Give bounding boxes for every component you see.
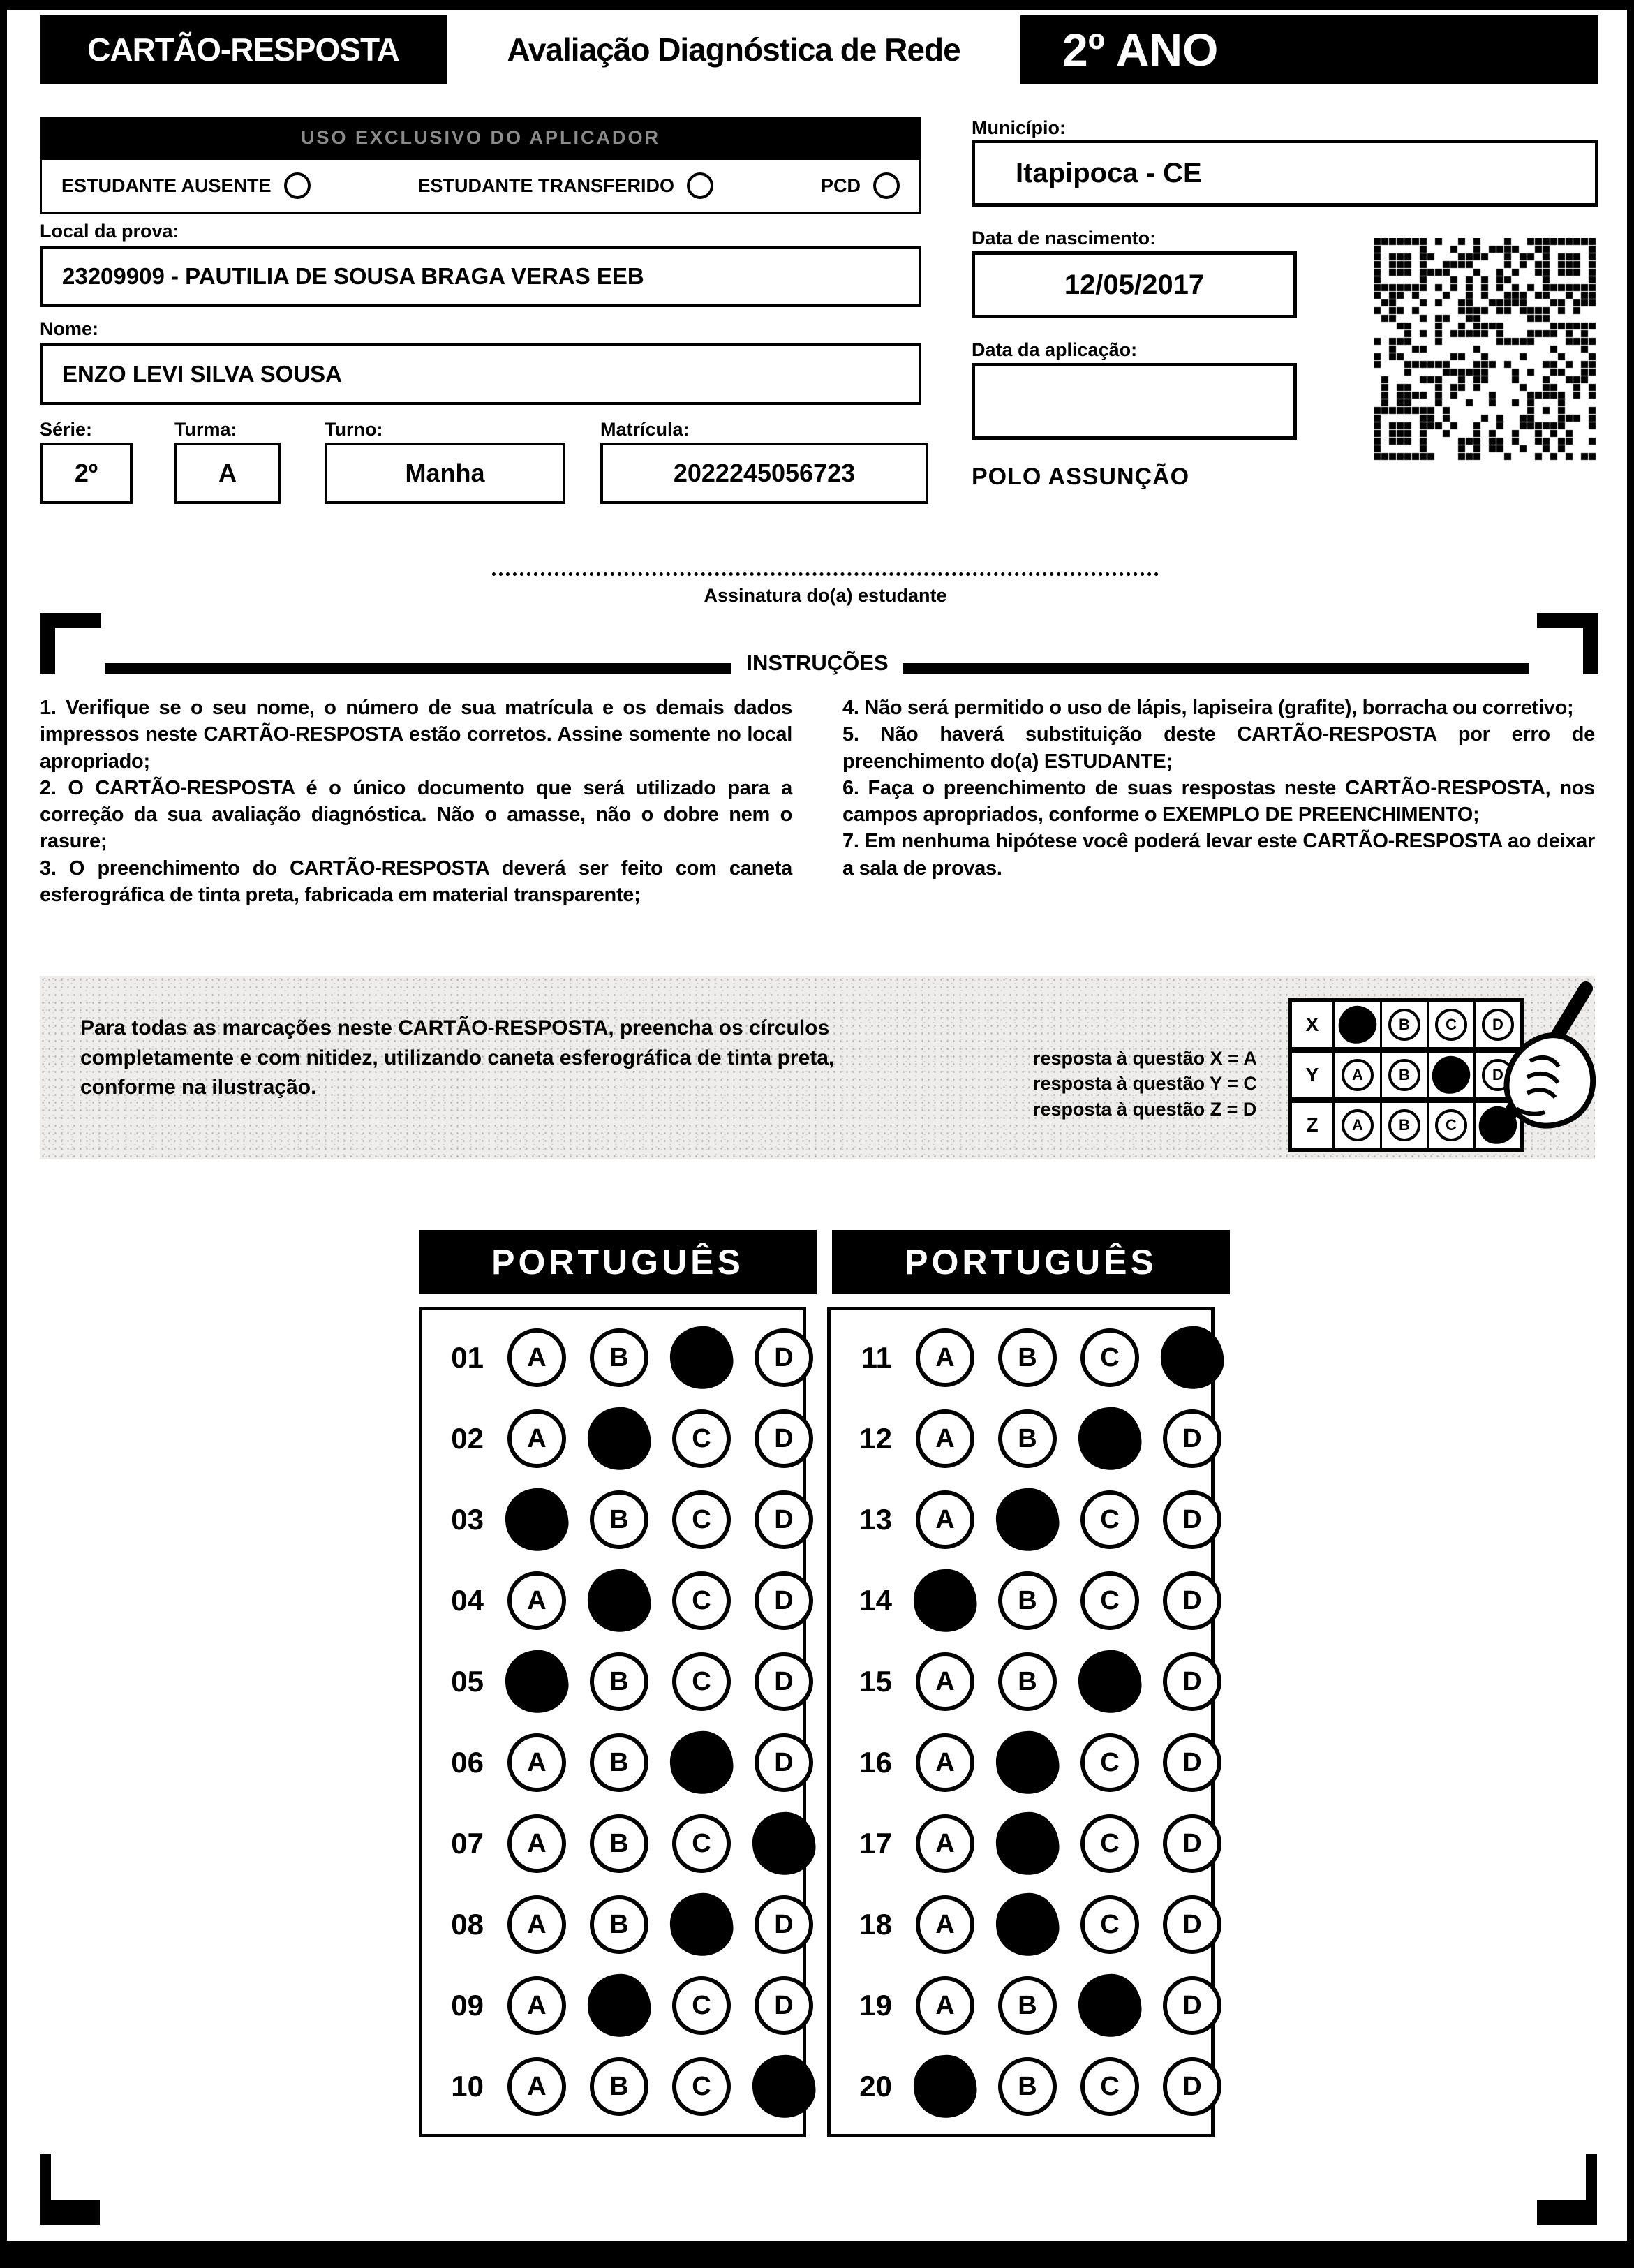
applicator-option-label: ESTUDANTE TRANSFERIDO [417, 175, 675, 196]
answer-bubble-05-a[interactable] [503, 1647, 572, 1717]
question-row [422, 1884, 803, 1965]
answer-bubble-13-d[interactable]: D [1163, 1490, 1221, 1549]
question-row [422, 1641, 803, 1722]
local-value-box: 23209909 - PAUTILIA DE SOUSA BRAGA VERAS EEB [40, 246, 921, 307]
answer-bubble-01-c[interactable] [667, 1324, 736, 1393]
example-option-cell [1380, 1053, 1427, 1097]
example-answer-key [1033, 1046, 1257, 1122]
instruction-item: 3. O preenchimento do CARTÃO-RESPOSTA deverá ser feito com caneta esferográfica de tinta preta, fabricada em material transparente; [40, 857, 792, 906]
question-row [831, 1722, 1211, 1803]
question-number: 20 [859, 2070, 892, 2103]
question-row [831, 2046, 1211, 2127]
answer-bubble-14-c[interactable]: C [1080, 1571, 1139, 1630]
nascimento-label: Data de nascimento: [972, 228, 1157, 249]
question-number: 17 [859, 1827, 892, 1860]
answer-bubble-09-a[interactable]: A [507, 1976, 566, 2035]
answer-bubble-02-a[interactable]: A [507, 1409, 566, 1468]
question-row [831, 1965, 1211, 2046]
serie-label: Série: [40, 419, 93, 440]
example-option-cell [1380, 1103, 1427, 1148]
example-row-label: Z [1292, 1103, 1335, 1148]
question-number: 05 [451, 1665, 484, 1698]
question-row [422, 1560, 803, 1641]
corner-mark [40, 613, 55, 674]
instructions-rule-right [903, 663, 1529, 674]
aplicacao-label: Data da aplicação: [972, 339, 1138, 360]
question-row [831, 1398, 1211, 1479]
question-row [831, 1560, 1211, 1641]
answer-bubble-04-c[interactable]: C [672, 1571, 731, 1630]
answer-bubble-15-c[interactable] [1076, 1647, 1145, 1717]
question-row [422, 2046, 803, 2127]
answer-bubble-13-c[interactable]: C [1080, 1490, 1139, 1549]
answer-bubble-11-b[interactable]: B [998, 1328, 1057, 1387]
applicator-circle[interactable] [284, 172, 311, 199]
hand-with-pen-icon [1424, 977, 1598, 1148]
municipio-label: Município: [972, 117, 1066, 138]
example-key-line: resposta à questão X = A [1033, 1048, 1257, 1069]
answer-bubble-08-a[interactable]: A [507, 1895, 566, 1954]
answer-bubble-17-b[interactable] [993, 1809, 1062, 1878]
answer-bubble-18-a[interactable]: A [916, 1895, 974, 1954]
example-option-cell [1335, 1053, 1380, 1097]
answer-bubble-07-c[interactable]: C [672, 1814, 731, 1873]
answer-bubble-10-d[interactable] [750, 2052, 819, 2121]
answer-bubble-05-b[interactable]: B [590, 1652, 648, 1711]
answer-bubble-09-b[interactable] [585, 1971, 654, 2040]
example-key-line: resposta à questão Y = C [1033, 1073, 1257, 1095]
corner-mark [1537, 2200, 1597, 2225]
municipio-value-box: Itapipoca - CE [972, 140, 1598, 207]
answer-bubble-12-a[interactable]: A [916, 1409, 974, 1468]
applicator-circle[interactable] [873, 172, 900, 199]
subject-header: PORTUGUÊS [832, 1230, 1230, 1294]
page-subtitle: Avaliação Diagnóstica de Rede [452, 15, 1015, 84]
question-row [422, 1317, 803, 1398]
question-row [831, 1803, 1211, 1884]
answer-bubble-07-a[interactable]: A [507, 1814, 566, 1873]
example-text: Para todas as marcações neste CARTÃO-RESPOSTA, preencha os círculos completamente e com nitidez, utilizando caneta esferográfica de tinta preta, conforme na ilustração. [80, 1016, 835, 1099]
example-bubble-a[interactable]: A [1342, 1059, 1374, 1091]
applicator-bar-label: USO EXCLUSIVO DO APLICADOR [300, 126, 661, 148]
answer-bubble-05-d[interactable]: D [755, 1652, 813, 1711]
question-number: 12 [859, 1422, 892, 1455]
answer-bubble-01-a[interactable]: A [507, 1328, 566, 1387]
turma-label: Turma: [174, 419, 237, 440]
instructions-column-left [40, 695, 792, 908]
instructions-column-right [842, 695, 1595, 882]
matricula-label: Matrícula: [600, 419, 690, 440]
qr-code-icon [1374, 238, 1596, 461]
answer-bubble-19-b[interactable]: B [998, 1976, 1057, 2035]
name-value-box: ENZO LEVI SILVA SOUSA [40, 343, 921, 405]
subject-header: PORTUGUÊS [419, 1230, 817, 1294]
applicator-option-label: PCD [820, 175, 861, 196]
example-key-line: resposta à questão Z = D [1033, 1098, 1257, 1120]
name-label: Nome: [40, 318, 99, 339]
applicator-option-label: ESTUDANTE AUSENTE [61, 175, 272, 196]
answer-bubble-13-a[interactable]: A [916, 1490, 974, 1549]
page-border-left [0, 0, 7, 2268]
answer-bubble-15-a[interactable]: A [916, 1652, 974, 1711]
example-bubble-d[interactable]: D [1482, 1059, 1514, 1091]
example-bubble-b[interactable]: B [1388, 1059, 1420, 1091]
question-number: 04 [451, 1584, 484, 1617]
question-number: 13 [859, 1503, 892, 1536]
answer-bubble-18-b[interactable] [993, 1890, 1062, 1959]
answer-bubble-04-d[interactable]: D [755, 1571, 813, 1630]
question-number: 07 [451, 1827, 484, 1860]
answer-bubble-20-c[interactable]: C [1080, 2057, 1139, 2116]
example-bubble-b[interactable]: B [1388, 1109, 1420, 1141]
example-bubble-d[interactable]: D [1482, 1009, 1514, 1041]
example-option-cell [1380, 1002, 1427, 1047]
signature-line[interactable] [492, 572, 1159, 576]
example-bubble-c[interactable]: C [1435, 1109, 1467, 1141]
answer-bubble-10-c[interactable]: C [672, 2057, 731, 2116]
local-label: Local da prova: [40, 221, 179, 242]
answer-bubble-02-c[interactable]: C [672, 1409, 731, 1468]
question-number: 01 [451, 1341, 484, 1374]
question-number: 02 [451, 1422, 484, 1455]
instructions-rule-left [105, 663, 731, 674]
answer-bubble-13-b[interactable] [993, 1485, 1062, 1555]
question-number: 08 [451, 1908, 484, 1941]
question-row [422, 1479, 803, 1560]
answer-bubble-11-a[interactable]: A [916, 1328, 974, 1387]
question-row [831, 1884, 1211, 1965]
answer-bubble-19-c[interactable] [1076, 1971, 1145, 2040]
answer-bubble-11-c[interactable]: C [1080, 1328, 1139, 1387]
answer-bubble-06-b[interactable]: B [590, 1733, 648, 1792]
answer-bubble-03-d[interactable]: D [755, 1490, 813, 1549]
question-row [422, 1398, 803, 1479]
answer-bubble-17-a[interactable]: A [916, 1814, 974, 1873]
question-row [422, 1722, 803, 1803]
answer-bubble-03-a[interactable] [503, 1485, 572, 1555]
answer-bubble-09-d[interactable]: D [755, 1976, 813, 2035]
answer-bubble-16-c[interactable]: C [1080, 1733, 1139, 1792]
answer-bubble-14-a[interactable] [911, 1566, 980, 1636]
answer-bubble-09-c[interactable]: C [672, 1976, 731, 2035]
matricula-value-box: 2022245056723 [600, 443, 928, 504]
turma-value-box: A [174, 443, 281, 504]
answer-bubble-12-c[interactable] [1076, 1404, 1145, 1474]
applicator-option [418, 172, 714, 199]
question-number: 11 [861, 1341, 892, 1374]
answer-bubble-02-d[interactable]: D [755, 1409, 813, 1468]
polo-label: POLO ASSUNÇÃO [972, 464, 1190, 490]
answer-bubble-12-d[interactable]: D [1163, 1409, 1221, 1468]
question-number: 14 [859, 1584, 892, 1617]
applicator-circle[interactable] [687, 172, 713, 199]
turno-label: Turno: [325, 419, 383, 440]
question-number: 16 [859, 1746, 892, 1779]
answer-bubble-03-c[interactable]: C [672, 1490, 731, 1549]
example-row-label: Y [1292, 1053, 1335, 1097]
applicator-option [61, 172, 311, 199]
question-number: 09 [451, 1989, 484, 2022]
answer-bubble-11-d[interactable] [1158, 1324, 1227, 1393]
answer-bubble-07-b[interactable]: B [590, 1814, 648, 1873]
answer-bubble-04-a[interactable]: A [507, 1571, 566, 1630]
question-row [831, 1479, 1211, 1560]
answer-grid [827, 1307, 1215, 2137]
answer-bubble-08-d[interactable]: D [755, 1895, 813, 1954]
question-row [831, 1641, 1211, 1722]
answer-bubble-18-d[interactable]: D [1163, 1895, 1221, 1954]
answer-bubble-06-c[interactable] [667, 1728, 736, 1798]
question-row [831, 1317, 1211, 1398]
applicator-bar [40, 117, 921, 158]
answer-bubble-04-b[interactable] [585, 1566, 654, 1636]
question-number: 10 [451, 2070, 484, 2103]
example-bubble-c[interactable]: C [1435, 1009, 1467, 1041]
question-number: 15 [859, 1665, 892, 1698]
answer-bubble-06-a[interactable]: A [507, 1733, 566, 1792]
answer-bubble-18-c[interactable]: C [1080, 1895, 1139, 1954]
answer-bubble-01-b[interactable]: B [590, 1328, 648, 1387]
answer-bubble-20-a[interactable] [911, 2052, 980, 2121]
answer-bubble-12-b[interactable]: B [998, 1409, 1057, 1468]
answer-bubble-05-c[interactable]: C [672, 1652, 731, 1711]
question-number: 03 [451, 1503, 484, 1536]
answer-bubble-16-d[interactable]: D [1163, 1733, 1221, 1792]
turno-value-box: Manha [325, 443, 565, 504]
answer-bubble-10-a[interactable]: A [507, 2057, 566, 2116]
instruction-item: 7. Em nenhuma hipótese você poderá levar este CARTÃO-RESPOSTA ao deixar a sala de provas. [842, 830, 1595, 880]
answer-grid [419, 1307, 806, 2137]
example-option-cell [1335, 1002, 1380, 1047]
example-option-cell [1335, 1103, 1380, 1148]
instructions-title: INSTRUÇÕES [746, 651, 889, 675]
instruction-item: 5. Não haverá substituição deste CARTÃO-RESPOSTA por erro de preenchimento do(a) ESTUDANTE; [842, 723, 1595, 773]
answer-bubble-07-d[interactable] [750, 1809, 819, 1878]
instruction-item: 1. Verifique se o seu nome, o número de sua matrícula e os demais dados impressos neste CARTÃO-RESPOSTA estão corretos. Assine somente no local apropriado; [40, 697, 792, 773]
page-border-bottom [0, 2241, 1634, 2268]
applicator-option [821, 172, 900, 199]
applicator-options-row [40, 158, 921, 214]
answer-bubble-01-d[interactable]: D [755, 1328, 813, 1387]
answer-bubble-15-b[interactable]: B [998, 1652, 1057, 1711]
question-number: 19 [859, 1989, 892, 2022]
answer-bubble-19-a[interactable]: A [916, 1976, 974, 2035]
instruction-item: 6. Faça o preenchimento de suas respostas neste CARTÃO-RESPOSTA, nos campos apropriados, conforme o EXEMPLO DE PREENCHIMENTO; [842, 776, 1595, 827]
example-bubble-a[interactable]: A [1342, 1109, 1374, 1141]
page-border-top [0, 0, 1634, 10]
answer-bubble-17-c[interactable]: C [1080, 1814, 1139, 1873]
answer-bubble-20-d[interactable]: D [1163, 2057, 1221, 2116]
answer-bubble-20-b[interactable]: B [998, 2057, 1057, 2116]
question-row [422, 1965, 803, 2046]
question-number: 06 [451, 1746, 484, 1779]
page-title: CARTÃO-RESPOSTA [40, 15, 447, 84]
question-number: 18 [859, 1908, 892, 1941]
answer-bubble-06-d[interactable]: D [755, 1733, 813, 1792]
answer-bubble-15-d[interactable]: D [1163, 1652, 1221, 1711]
answer-bubble-16-a[interactable]: A [916, 1733, 974, 1792]
example-bubble-b[interactable]: B [1388, 1009, 1420, 1041]
example-bubble-a[interactable] [1336, 1003, 1379, 1046]
grade-banner: 2º ANO [1020, 15, 1598, 84]
nascimento-value-box: 12/05/2017 [972, 251, 1297, 318]
example-row-label: X [1292, 1002, 1335, 1047]
answer-bubble-17-d[interactable]: D [1163, 1814, 1221, 1873]
answer-bubble-14-b[interactable]: B [998, 1571, 1057, 1630]
question-row [422, 1803, 803, 1884]
answer-bubble-19-d[interactable]: D [1163, 1976, 1221, 2035]
signature-label: Assinatura do(a) estudante [704, 585, 947, 606]
serie-value-box: 2º [40, 443, 133, 504]
answer-bubble-03-b[interactable]: B [590, 1490, 648, 1549]
corner-mark [1583, 613, 1598, 674]
answer-bubble-08-b[interactable]: B [590, 1895, 648, 1954]
answer-bubble-02-b[interactable] [585, 1404, 654, 1474]
instruction-item: 2. O CARTÃO-RESPOSTA é o único documento que será utilizado para a correção da sua avaliação diagnóstica. Não o amasse, não o dobre nem o rasure; [40, 776, 792, 853]
aplicacao-value-box[interactable] [972, 363, 1297, 440]
corner-mark [40, 2200, 100, 2225]
answer-bubble-08-c[interactable] [667, 1890, 736, 1959]
answer-bubble-10-b[interactable]: B [590, 2057, 648, 2116]
page-border-right [1627, 0, 1634, 2268]
answer-bubble-14-d[interactable]: D [1163, 1571, 1221, 1630]
answer-bubble-16-b[interactable] [993, 1728, 1062, 1798]
instruction-item: 4. Não será permitido o uso de lápis, lapiseira (grafite), borracha ou corretivo; [842, 697, 1574, 719]
